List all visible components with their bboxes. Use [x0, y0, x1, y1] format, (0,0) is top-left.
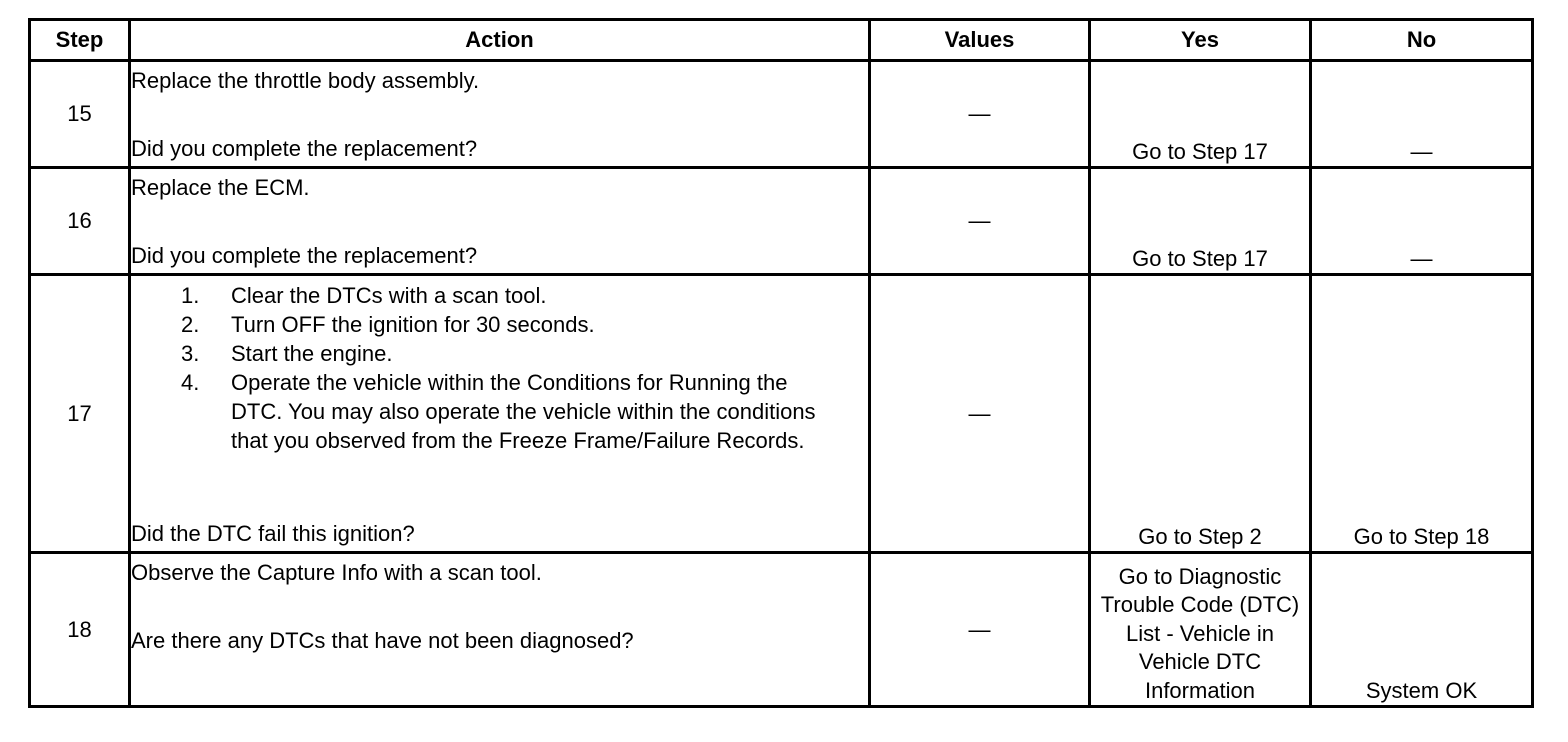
list-item [131, 281, 831, 310]
no-cell: System OK [1311, 553, 1533, 707]
list-item-number: 3. [181, 341, 200, 366]
header-no: No [1311, 20, 1533, 61]
yes-cell: Go to Step 17 [1090, 61, 1311, 168]
no-cell: — [1311, 61, 1533, 168]
action-instruction: Replace the ECM. [131, 175, 310, 200]
list-item-text: Operate the vehicle within the Conditions for Running the DTC. You may also operate the vehicle within the conditions that you observed from the Freeze Frame/Failure Records. [231, 370, 816, 453]
list-item [131, 339, 831, 368]
header-step: Step [30, 20, 130, 61]
values-cell: — [870, 275, 1090, 553]
no-cell: Go to Step 18 [1311, 275, 1533, 553]
yes-cell: Go to Step 2 [1090, 275, 1311, 553]
action-cell [130, 61, 870, 168]
yes-cell: Go to Diagnostic Trouble Code (DTC) List - Vehicle in Vehicle DTC Information [1090, 553, 1311, 707]
table-row [30, 168, 1533, 275]
list-item-number: 4. [181, 370, 200, 395]
table-header [30, 20, 1533, 61]
list-item [131, 310, 831, 339]
list-item-number: 1. [181, 283, 200, 308]
action-step-list [131, 281, 831, 455]
table-row [30, 275, 1533, 553]
values-cell: — [870, 168, 1090, 275]
yes-cell: Go to Step 17 [1090, 168, 1311, 275]
table-row [30, 61, 1533, 168]
action-question: Are there any DTCs that have not been diagnosed? [131, 628, 634, 653]
diagnostic-table [28, 18, 1534, 708]
list-item-text: Clear the DTCs with a scan tool. [231, 283, 547, 308]
action-instruction: Replace the throttle body assembly. [131, 68, 480, 93]
no-cell: — [1311, 168, 1533, 275]
step-number: 15 [30, 61, 130, 168]
header-row [30, 20, 1533, 61]
step-number: 18 [30, 553, 130, 707]
values-cell: — [870, 553, 1090, 707]
action-cell [130, 168, 870, 275]
action-cell [130, 275, 870, 553]
header-values: Values [870, 20, 1090, 61]
action-instruction: Observe the Capture Info with a scan tool. [131, 560, 542, 585]
list-item-number: 2. [181, 312, 200, 337]
table-row [30, 553, 1533, 707]
values-cell: — [870, 61, 1090, 168]
step-number: 16 [30, 168, 130, 275]
list-item [131, 368, 831, 455]
list-item-text: Start the engine. [231, 341, 393, 366]
step-number: 17 [30, 275, 130, 553]
header-yes: Yes [1090, 20, 1311, 61]
action-question: Did the DTC fail this ignition? [131, 521, 415, 546]
action-question: Did you complete the replacement? [131, 243, 478, 268]
header-action: Action [130, 20, 870, 61]
action-question: Did you complete the replacement? [131, 136, 478, 161]
action-cell [130, 553, 870, 707]
list-item-text: Turn OFF the ignition for 30 seconds. [231, 312, 595, 337]
